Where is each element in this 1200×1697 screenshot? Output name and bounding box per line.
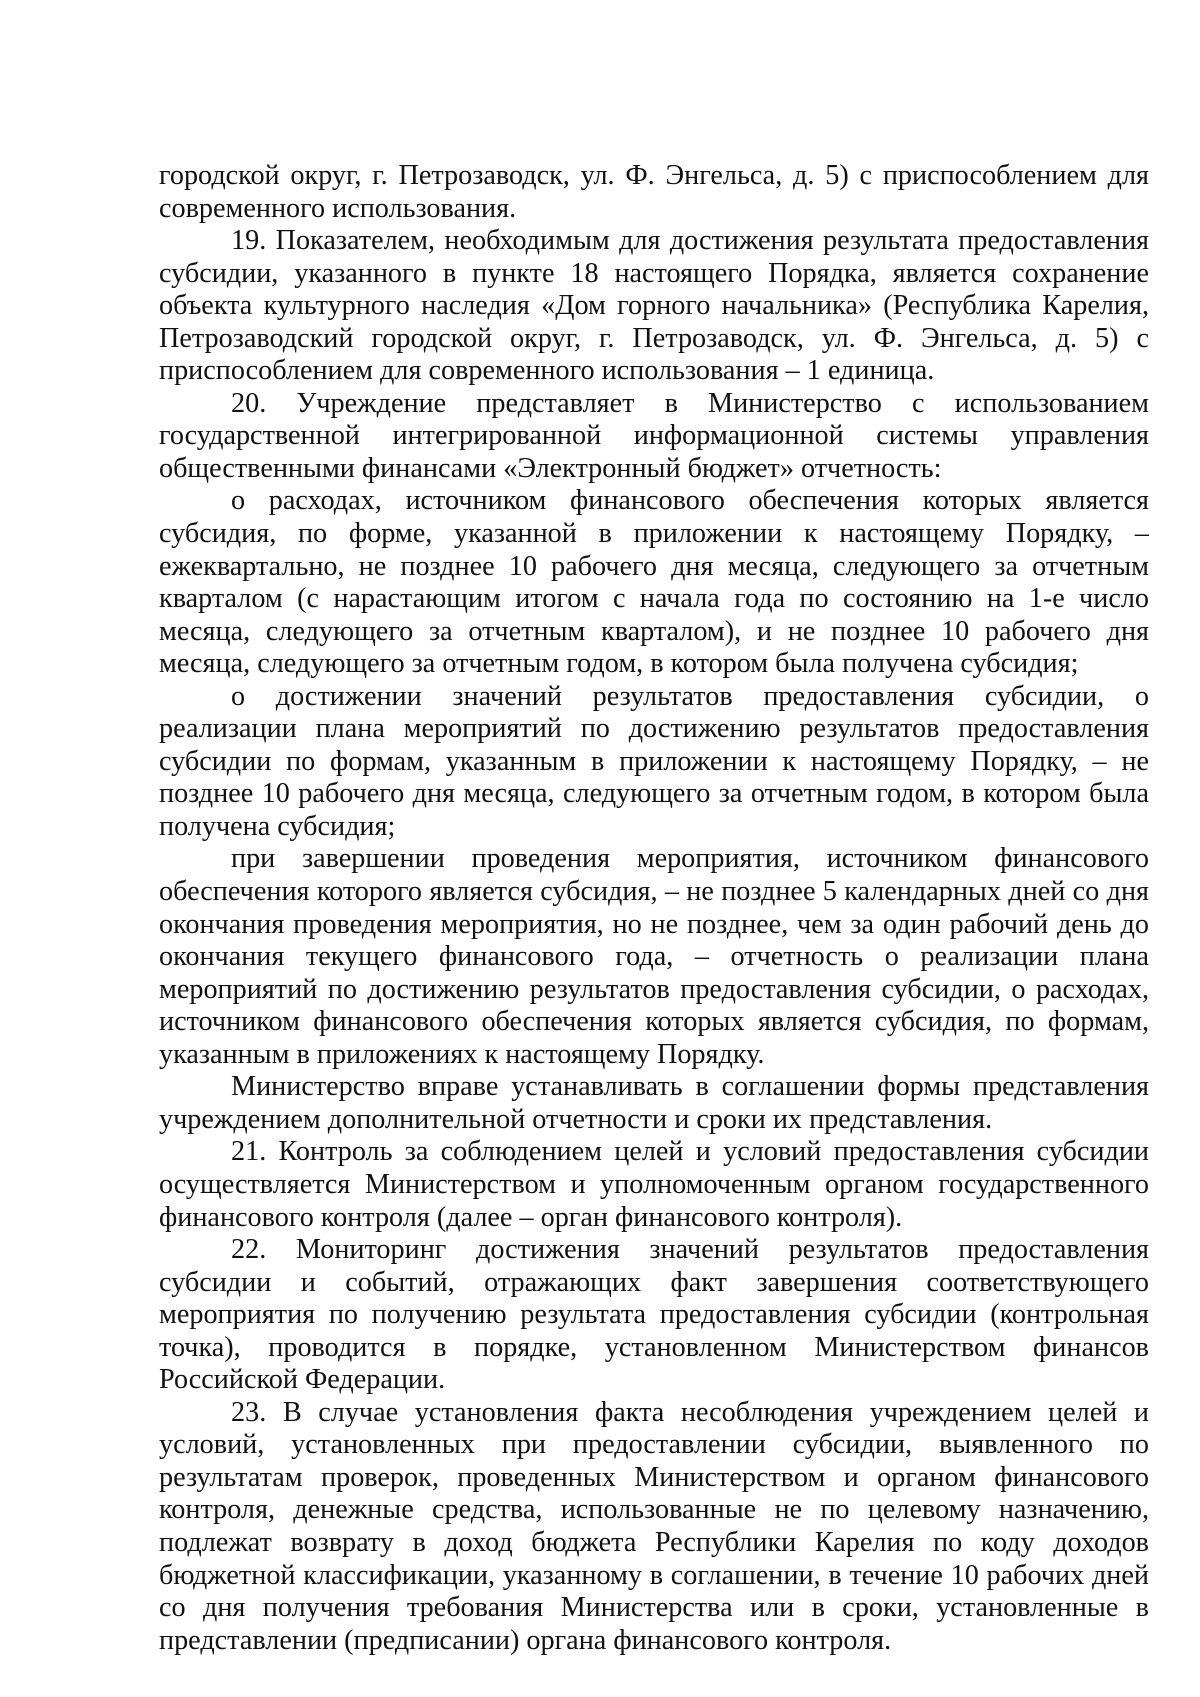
paragraph-19: 19. Показателем, необходимым для достижения результата предоставления субсидии, указанного в пункте 18 настоящего Порядка, является сохранение объекта культурного наследия «Дом горного начальника» (Республика Карелия, Петрозаводский городской округ, г. Петрозаводск, ул. Ф. Энгельса, д. 5) с приспособлением для современного использования – 1 единица. <box>159 225 1149 387</box>
paragraph-20-additional: Министерство вправе устанавливать в соглашении формы представления учреждением дополнительной отчетности и сроки их представления. <box>159 1071 1149 1135</box>
document-body <box>159 160 1149 1657</box>
paragraph-20-expenses: о расходах, источником финансового обеспечения которых является субсидия, по форме, указанной в приложении к настоящему Порядку, – ежеквартально, не позднее 10 рабочего дня месяца, следующего за отчетным кварталом (с нарастающим итогом с начала года по состоянию на 1-е число месяца, следующего за отчетным кварталом), и не позднее 10 рабочего дня месяца, следующего за отчетным годом, в котором была получена субсидия; <box>159 485 1149 680</box>
paragraph-20: 20. Учреждение представляет в Министерство с использованием государственной интегрированной информационной системы управления общественными финансами «Электронный бюджет» отчетность: <box>159 387 1149 484</box>
paragraph-22: 22. Мониторинг достижения значений результатов предоставления субсидии и событий, отражающих факт завершения соответствующего мероприятия по получению результата предоставления субсидии (контрольная точка), проводится в порядке, установленном Министерством финансов Российской Федерации. <box>159 1234 1149 1396</box>
paragraph-continuation: городской округ, г. Петрозаводск, ул. Ф. Энгельса, д. 5) с приспособлением для современного использования. <box>159 160 1149 224</box>
paragraph-20-completion: при завершении проведения мероприятия, источником финансового обеспечения которого является субсидия, – не позднее 5 календарных дней со дня окончания проведения мероприятия, но не позднее, чем за один рабочий день до окончания текущего финансового года, – отчетность о реализации плана мероприятий по достижению результатов предоставления субсидии, о расходах, источником финансового обеспечения которых является субсидия, по формам, указанным в приложениях к настоящему Порядку. <box>159 843 1149 1070</box>
paragraph-23: 23. В случае установления факта несоблюдения учреждением целей и условий, установленных при предоставлении субсидии, выявленного по результатам проверок, проведенных Министерством и органом финансового контроля, денежные средства, использованные не по целевому назначению, подлежат возврату в доход бюджета Республики Карелия по коду доходов бюджетной классификации, указанному в соглашении, в течение 10 рабочих дней со дня получения требования Министерства или в сроки, установленные в представлении (предписании) органа финансового контроля. <box>159 1396 1149 1656</box>
paragraph-21: 21. Контроль за соблюдением целей и условий предоставления субсидии осуществляется Министерством и уполномоченным органом государственного финансового контроля (далее – орган финансового контроля). <box>159 1136 1149 1233</box>
paragraph-20-results: о достижении значений результатов предоставления субсидии, о реализации плана мероприятий по достижению результатов предоставления субсидии по формам, указанным в приложении к настоящему Порядку, – не позднее 10 рабочего дня месяца, следующего за отчетным годом, в котором была получена субсидия; <box>159 680 1149 842</box>
